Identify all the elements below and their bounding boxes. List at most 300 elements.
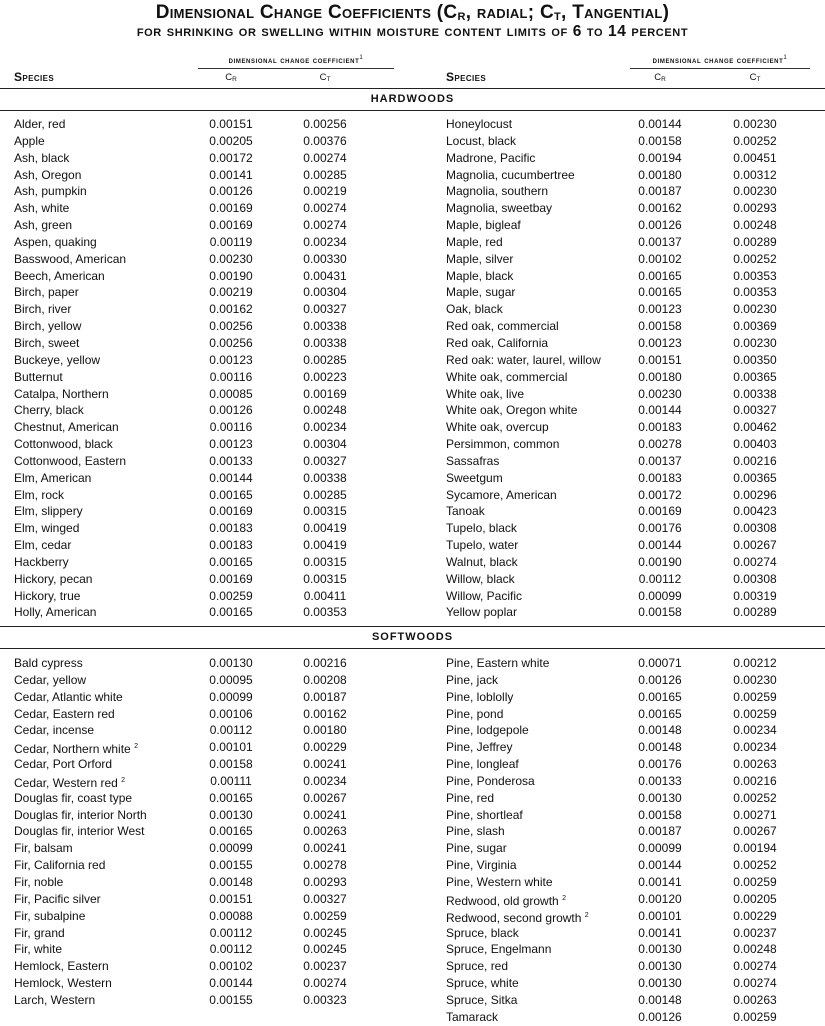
ct-value: 0.00403 [733, 437, 777, 452]
right-group-header: dimensional change coefficient$^1$ [652, 55, 788, 65]
species-name: Red oak, California [446, 335, 549, 350]
ct-value: 0.00263 [303, 824, 347, 839]
table-row [446, 756, 825, 773]
table-row [446, 284, 825, 301]
table-row [14, 689, 414, 706]
ct-value: 0.00462 [733, 420, 777, 435]
species-name: Pine, Western white [446, 874, 553, 889]
hardwoods-section-title: HARDWOODS [370, 93, 455, 105]
table-row [446, 200, 825, 217]
cr-value: 0.00158 [638, 319, 682, 334]
table-row [446, 604, 825, 621]
table-row [446, 453, 825, 470]
ct-value: 0.00419 [303, 538, 347, 553]
species-name: Fir, noble [14, 874, 64, 889]
ct-value: 0.00205 [733, 891, 777, 906]
cr-value: 0.00219 [209, 285, 253, 300]
cr-value: 0.00158 [209, 757, 253, 772]
species-name: Cedar, Port Orford [14, 757, 113, 772]
ct-value: 0.00327 [303, 302, 347, 317]
ct-value: 0.00285 [303, 487, 347, 502]
table-row [14, 941, 414, 958]
species-name: Holly, American [14, 605, 97, 620]
cr-value: 0.00099 [209, 689, 253, 704]
ct-value: 0.00248 [303, 403, 347, 418]
table-row [446, 941, 825, 958]
ct-value: 0.00327 [303, 891, 347, 906]
right-species-header: Species [446, 70, 487, 84]
ct-value: 0.00350 [733, 352, 777, 367]
left-species-header: Species [14, 70, 55, 84]
ct-value: 0.00376 [303, 133, 347, 148]
table-row [14, 487, 414, 504]
cr-value: 0.00144 [638, 117, 682, 131]
cr-value: 0.00180 [638, 167, 682, 182]
ct-value: 0.00216 [733, 773, 777, 788]
table-row [446, 706, 825, 723]
table-row [14, 840, 414, 857]
table-row [446, 335, 825, 352]
table-row [14, 369, 414, 386]
ct-value: 0.00234 [303, 773, 347, 788]
ct-value: 0.00274 [303, 201, 347, 216]
ct-value: 0.00308 [733, 521, 777, 536]
cr-value: 0.00120 [638, 891, 682, 906]
species-name: Honeylocust [446, 117, 513, 131]
ct-value: 0.00285 [303, 352, 347, 367]
table-row [446, 672, 825, 689]
table-row [446, 588, 825, 605]
species-name: Maple, black [446, 268, 514, 283]
cr-value: 0.00151 [209, 117, 253, 131]
species-name: Magnolia, southern [446, 184, 549, 199]
table-row [446, 318, 825, 335]
species-name: Douglas fir, interior North [14, 807, 147, 822]
ct-value: 0.00431 [303, 268, 347, 283]
table-row [14, 537, 414, 554]
ct-value: 0.00285 [303, 167, 347, 182]
hardwoods-top-rule [0, 110, 825, 111]
table-row [14, 352, 414, 369]
cr-value: 0.00187 [638, 184, 682, 199]
cr-value: 0.00230 [209, 251, 253, 266]
table-row [446, 251, 825, 268]
ct-value: 0.00353 [303, 605, 347, 620]
cr-value: 0.00130 [209, 807, 253, 822]
table-row [14, 908, 414, 925]
table-row [14, 436, 414, 453]
table-row [446, 958, 825, 975]
cr-value: 0.00165 [638, 285, 682, 300]
cr-value: 0.00126 [209, 184, 253, 199]
ct-value: 0.00259 [303, 908, 347, 923]
ct-value: 0.00451 [733, 150, 777, 165]
ct-value: 0.00169 [303, 386, 347, 401]
species-name: Elm, American [14, 470, 92, 485]
table-row [446, 823, 825, 840]
species-name: Spruce, white [446, 976, 519, 991]
ct-value: 0.00230 [733, 302, 777, 317]
cr-value: 0.00130 [638, 790, 682, 805]
cr-value: 0.00111 [210, 773, 252, 788]
cr-value: 0.00169 [209, 201, 253, 216]
table-row [446, 419, 825, 436]
cr-value: 0.00101 [209, 740, 253, 755]
species-name: Sweetgum [446, 470, 503, 485]
ct-value: 0.00234 [733, 740, 777, 755]
cr-value: 0.00095 [209, 672, 253, 687]
species-name: Douglas fir, interior West [14, 824, 145, 839]
table-row [14, 167, 414, 184]
species-name: Pine, sugar [446, 841, 507, 856]
species-name: Pine, pond [446, 706, 504, 721]
species-name: Pine, jack [446, 672, 499, 687]
species-name: Hemlock, Western [14, 976, 112, 991]
species-name: Cedar, Atlantic white [14, 689, 123, 704]
cr-value: 0.00116 [209, 369, 253, 384]
cr-value: 0.00144 [209, 976, 253, 991]
cr-value: 0.00123 [209, 437, 253, 452]
species-name: White oak, overcup [446, 420, 549, 435]
footnote-marker: 2 [584, 911, 589, 919]
species-name: Pine, Ponderosa [446, 773, 535, 788]
species-name: Magnolia, cucumbertree [446, 167, 575, 182]
table-row [446, 133, 825, 150]
ct-value: 0.00353 [733, 268, 777, 283]
cr-value: 0.00180 [638, 369, 682, 384]
ct-value: 0.00274 [303, 976, 347, 991]
ct-value: 0.00338 [303, 335, 347, 350]
ct-value: 0.00274 [733, 959, 777, 974]
species-name: Ash, white [14, 201, 70, 216]
table-row [446, 908, 825, 925]
cr-value: 0.00190 [209, 268, 253, 283]
cr-value: 0.00123 [638, 335, 682, 350]
cr-value: 0.00099 [638, 588, 682, 603]
ct-value: 0.00304 [303, 437, 347, 452]
cr-value: 0.00165 [209, 554, 253, 569]
cr-value: 0.00259 [209, 588, 253, 603]
ct-value: 0.00267 [733, 824, 777, 839]
table-row [14, 386, 414, 403]
cr-value: 0.00230 [638, 386, 682, 401]
ct-value: 0.00234 [303, 420, 347, 435]
species-name: Buckeye, yellow [14, 352, 101, 367]
footnote-marker: 2 [121, 776, 126, 784]
cr-value: 0.00169 [638, 504, 682, 519]
left-group-underline [198, 68, 394, 69]
species-name: Tupelo, water [446, 538, 519, 553]
species-name: Douglas fir, coast type [14, 790, 133, 805]
species-name: Bald cypress [14, 656, 83, 670]
cr-value: 0.00144 [209, 470, 253, 485]
cr-value: 0.00194 [638, 150, 682, 165]
table-row [446, 537, 825, 554]
species-name: Aspen, quaking [14, 234, 97, 249]
table-row [14, 183, 414, 200]
ct-value: 0.00274 [733, 976, 777, 991]
cr-value: 0.00112 [209, 925, 253, 940]
table-row [14, 268, 414, 285]
table-row [446, 857, 825, 874]
table-row [14, 402, 414, 419]
species-name: Redwood, second growth $^2$ [446, 910, 589, 925]
table-row [446, 689, 825, 706]
species-name: Maple, red [446, 234, 503, 249]
ct-value: 0.00271 [733, 807, 777, 822]
ct-value: 0.00315 [303, 571, 347, 586]
species-name: Elm, rock [14, 487, 65, 502]
species-name: Larch, Western [14, 992, 96, 1007]
ct-value: 0.00330 [303, 251, 347, 266]
species-name: Fir, balsam [14, 841, 73, 856]
species-name: Tanoak [446, 504, 485, 519]
species-name: Alder, red [14, 117, 66, 131]
cr-value: 0.00141 [638, 874, 682, 889]
ct-value: 0.00162 [303, 706, 347, 721]
cr-value: 0.00102 [209, 959, 253, 974]
table-row [446, 301, 825, 318]
cr-value: 0.00112 [209, 723, 253, 738]
table-row [446, 234, 825, 251]
ct-value: 0.00234 [303, 234, 347, 249]
cr-value: 0.00151 [638, 352, 682, 367]
ct-value: 0.00419 [303, 521, 347, 536]
table-row [446, 217, 825, 234]
table-row [446, 150, 825, 167]
ct-value: 0.00248 [733, 942, 777, 957]
ct-value: 0.00237 [303, 959, 347, 974]
footnote-marker: 2 [134, 743, 138, 751]
cr-value: 0.00148 [638, 992, 682, 1007]
table-row [446, 402, 825, 419]
ct-value: 0.00338 [733, 386, 777, 401]
species-name: Pine, loblolly [446, 689, 514, 704]
species-name: Yellow poplar [446, 605, 517, 620]
cr-value: 0.00144 [638, 858, 682, 873]
table-row [14, 588, 414, 605]
ct-value: 0.00216 [303, 656, 347, 670]
table-row [446, 520, 825, 537]
ct-value: 0.00312 [733, 167, 777, 182]
cr-value: 0.00162 [638, 201, 682, 216]
species-name: Cedar, Western red $^2$ [14, 775, 126, 790]
cr-value: 0.00130 [638, 976, 682, 991]
cr-value: 0.00137 [638, 234, 682, 249]
cr-value: 0.00205 [209, 133, 253, 148]
table-row [446, 436, 825, 453]
species-name: White oak, live [446, 386, 525, 401]
species-name: Hemlock, Eastern [14, 959, 109, 974]
table-row [446, 487, 825, 504]
species-name: Pine, shortleaf [446, 807, 523, 822]
ct-value: 0.00289 [733, 605, 777, 620]
table-row [14, 554, 414, 571]
ct-value: 0.00267 [733, 538, 777, 553]
table-row [446, 840, 825, 857]
table-row [446, 167, 825, 184]
cr-value: 0.00165 [209, 790, 253, 805]
right-cr-header: $C_R$ [654, 72, 666, 83]
ct-value: 0.00241 [303, 757, 347, 772]
species-name: Red oak, commercial [446, 319, 559, 334]
species-name: Maple, bigleaf [446, 218, 521, 233]
cr-value: 0.00119 [209, 234, 253, 249]
cr-value: 0.00169 [209, 571, 253, 586]
softwoods-left-column [14, 655, 414, 1009]
cr-value: 0.00141 [209, 167, 253, 182]
table-row [14, 975, 414, 992]
table-row [14, 150, 414, 167]
table-row [14, 453, 414, 470]
ct-value: 0.00289 [733, 234, 777, 249]
cr-value: 0.00099 [209, 841, 253, 856]
species-name: Fir, white [14, 942, 63, 957]
ct-value: 0.00369 [733, 319, 777, 334]
table-row [446, 655, 825, 672]
cr-value: 0.00155 [209, 858, 253, 873]
ct-value: 0.00308 [733, 571, 777, 586]
ct-value: 0.00229 [303, 740, 347, 755]
ct-value: 0.00296 [733, 487, 777, 502]
table-row [446, 874, 825, 891]
ct-value: 0.00365 [733, 470, 777, 485]
left-cr-header: $C_R$ [225, 72, 237, 83]
cr-value: 0.00183 [209, 538, 253, 553]
cr-value: 0.00137 [638, 453, 682, 468]
ct-value: 0.00230 [733, 117, 777, 131]
table-row [14, 571, 414, 588]
species-name: Hickory, pecan [14, 571, 93, 586]
species-name: Spruce, black [446, 925, 519, 940]
cr-value: 0.00126 [638, 672, 682, 687]
species-name: Elm, winged [14, 521, 80, 536]
cr-value: 0.00144 [638, 538, 682, 553]
cr-value: 0.00116 [209, 420, 253, 435]
ct-value: 0.00327 [303, 453, 347, 468]
ct-value: 0.00315 [303, 554, 347, 569]
ct-value: 0.00274 [733, 554, 777, 569]
cr-value: 0.00088 [209, 908, 253, 923]
ct-value: 0.00241 [303, 841, 347, 856]
species-name: Pine, Virginia [446, 858, 517, 873]
cr-value: 0.00165 [638, 689, 682, 704]
page-subtitle: for shrinking or swelling within moisture content limits of 6 to 14 percent [136, 23, 689, 40]
species-name: Cedar, Northern white $^2$ [14, 742, 138, 757]
cr-value: 0.00112 [638, 571, 682, 586]
table-row [446, 571, 825, 588]
cr-value: 0.00165 [209, 605, 253, 620]
cr-value: 0.00165 [209, 824, 253, 839]
cr-value: 0.00155 [209, 992, 253, 1007]
ct-value: 0.00327 [733, 403, 777, 418]
table-row [14, 234, 414, 251]
cr-value: 0.00158 [638, 807, 682, 822]
table-row [14, 925, 414, 942]
species-name: Sassafras [446, 453, 500, 468]
ct-value: 0.00267 [303, 790, 347, 805]
cr-value: 0.00165 [638, 268, 682, 283]
cr-value: 0.00183 [638, 420, 682, 435]
cr-value: 0.00085 [209, 386, 253, 401]
right-group-underline [630, 68, 810, 69]
table-row [14, 823, 414, 840]
cr-value: 0.00123 [638, 302, 682, 317]
species-name: Maple, silver [446, 251, 514, 266]
ct-value: 0.00248 [733, 218, 777, 233]
species-name: Apple [14, 133, 45, 148]
species-name: Fir, subalpine [14, 908, 86, 923]
species-name: Cottonwood, Eastern [14, 453, 127, 468]
table-row [446, 975, 825, 992]
ct-value: 0.00208 [303, 672, 347, 687]
cr-value: 0.00151 [209, 891, 253, 906]
cr-value: 0.00133 [209, 453, 253, 468]
table-row [446, 554, 825, 571]
cr-value: 0.00123 [209, 352, 253, 367]
ct-value: 0.00252 [733, 858, 777, 873]
table-row [446, 386, 825, 403]
ct-value: 0.00223 [303, 369, 347, 384]
cr-value: 0.00130 [209, 656, 253, 670]
table-row [446, 116, 825, 133]
table-row [14, 790, 414, 807]
cr-value: 0.00165 [209, 487, 253, 502]
table-row [14, 958, 414, 975]
ct-value: 0.00216 [733, 453, 777, 468]
species-name: Redwood, old growth $^2$ [446, 893, 566, 908]
hardwoods-right-column [446, 116, 825, 621]
cr-value: 0.00172 [209, 150, 253, 165]
species-name: Willow, black [446, 571, 515, 586]
table-row [14, 318, 414, 335]
species-name: Cottonwood, black [14, 437, 113, 452]
species-name: White oak, Oregon white [446, 403, 578, 418]
cr-value: 0.00130 [638, 942, 682, 957]
species-name: Butternut [14, 369, 63, 384]
left-group-header: dimensional change coefficient$^1$ [228, 55, 364, 65]
table-row [446, 790, 825, 807]
ct-value: 0.00304 [303, 285, 347, 300]
species-name: Red oak: water, laurel, willow [446, 352, 601, 367]
species-name: Pine, slash [446, 824, 505, 839]
species-name: Fir, grand [14, 925, 65, 940]
species-name: Locust, black [446, 133, 517, 148]
cr-value: 0.00141 [638, 925, 682, 940]
table-row [446, 925, 825, 942]
left-ct-header: $C_T$ [319, 72, 331, 83]
table-row [14, 773, 414, 790]
species-name: Ash, Oregon [14, 167, 82, 182]
table-row [14, 756, 414, 773]
table-row [446, 503, 825, 520]
species-name: Chestnut, American [14, 420, 119, 435]
table-row [446, 722, 825, 739]
ct-value: 0.00230 [733, 184, 777, 199]
species-name: Fir, Pacific silver [14, 891, 101, 906]
table-row [446, 807, 825, 824]
species-name: Birch, yellow [14, 319, 82, 334]
species-name: Spruce, Engelmann [446, 942, 552, 957]
cr-value: 0.00099 [638, 841, 682, 856]
ct-value: 0.00256 [303, 117, 347, 131]
species-name: Maple, sugar [446, 285, 516, 300]
species-name: Ash, green [14, 218, 73, 233]
cr-value: 0.00278 [638, 437, 682, 452]
table-row [446, 470, 825, 487]
ct-value: 0.00315 [303, 504, 347, 519]
table-row [14, 672, 414, 689]
